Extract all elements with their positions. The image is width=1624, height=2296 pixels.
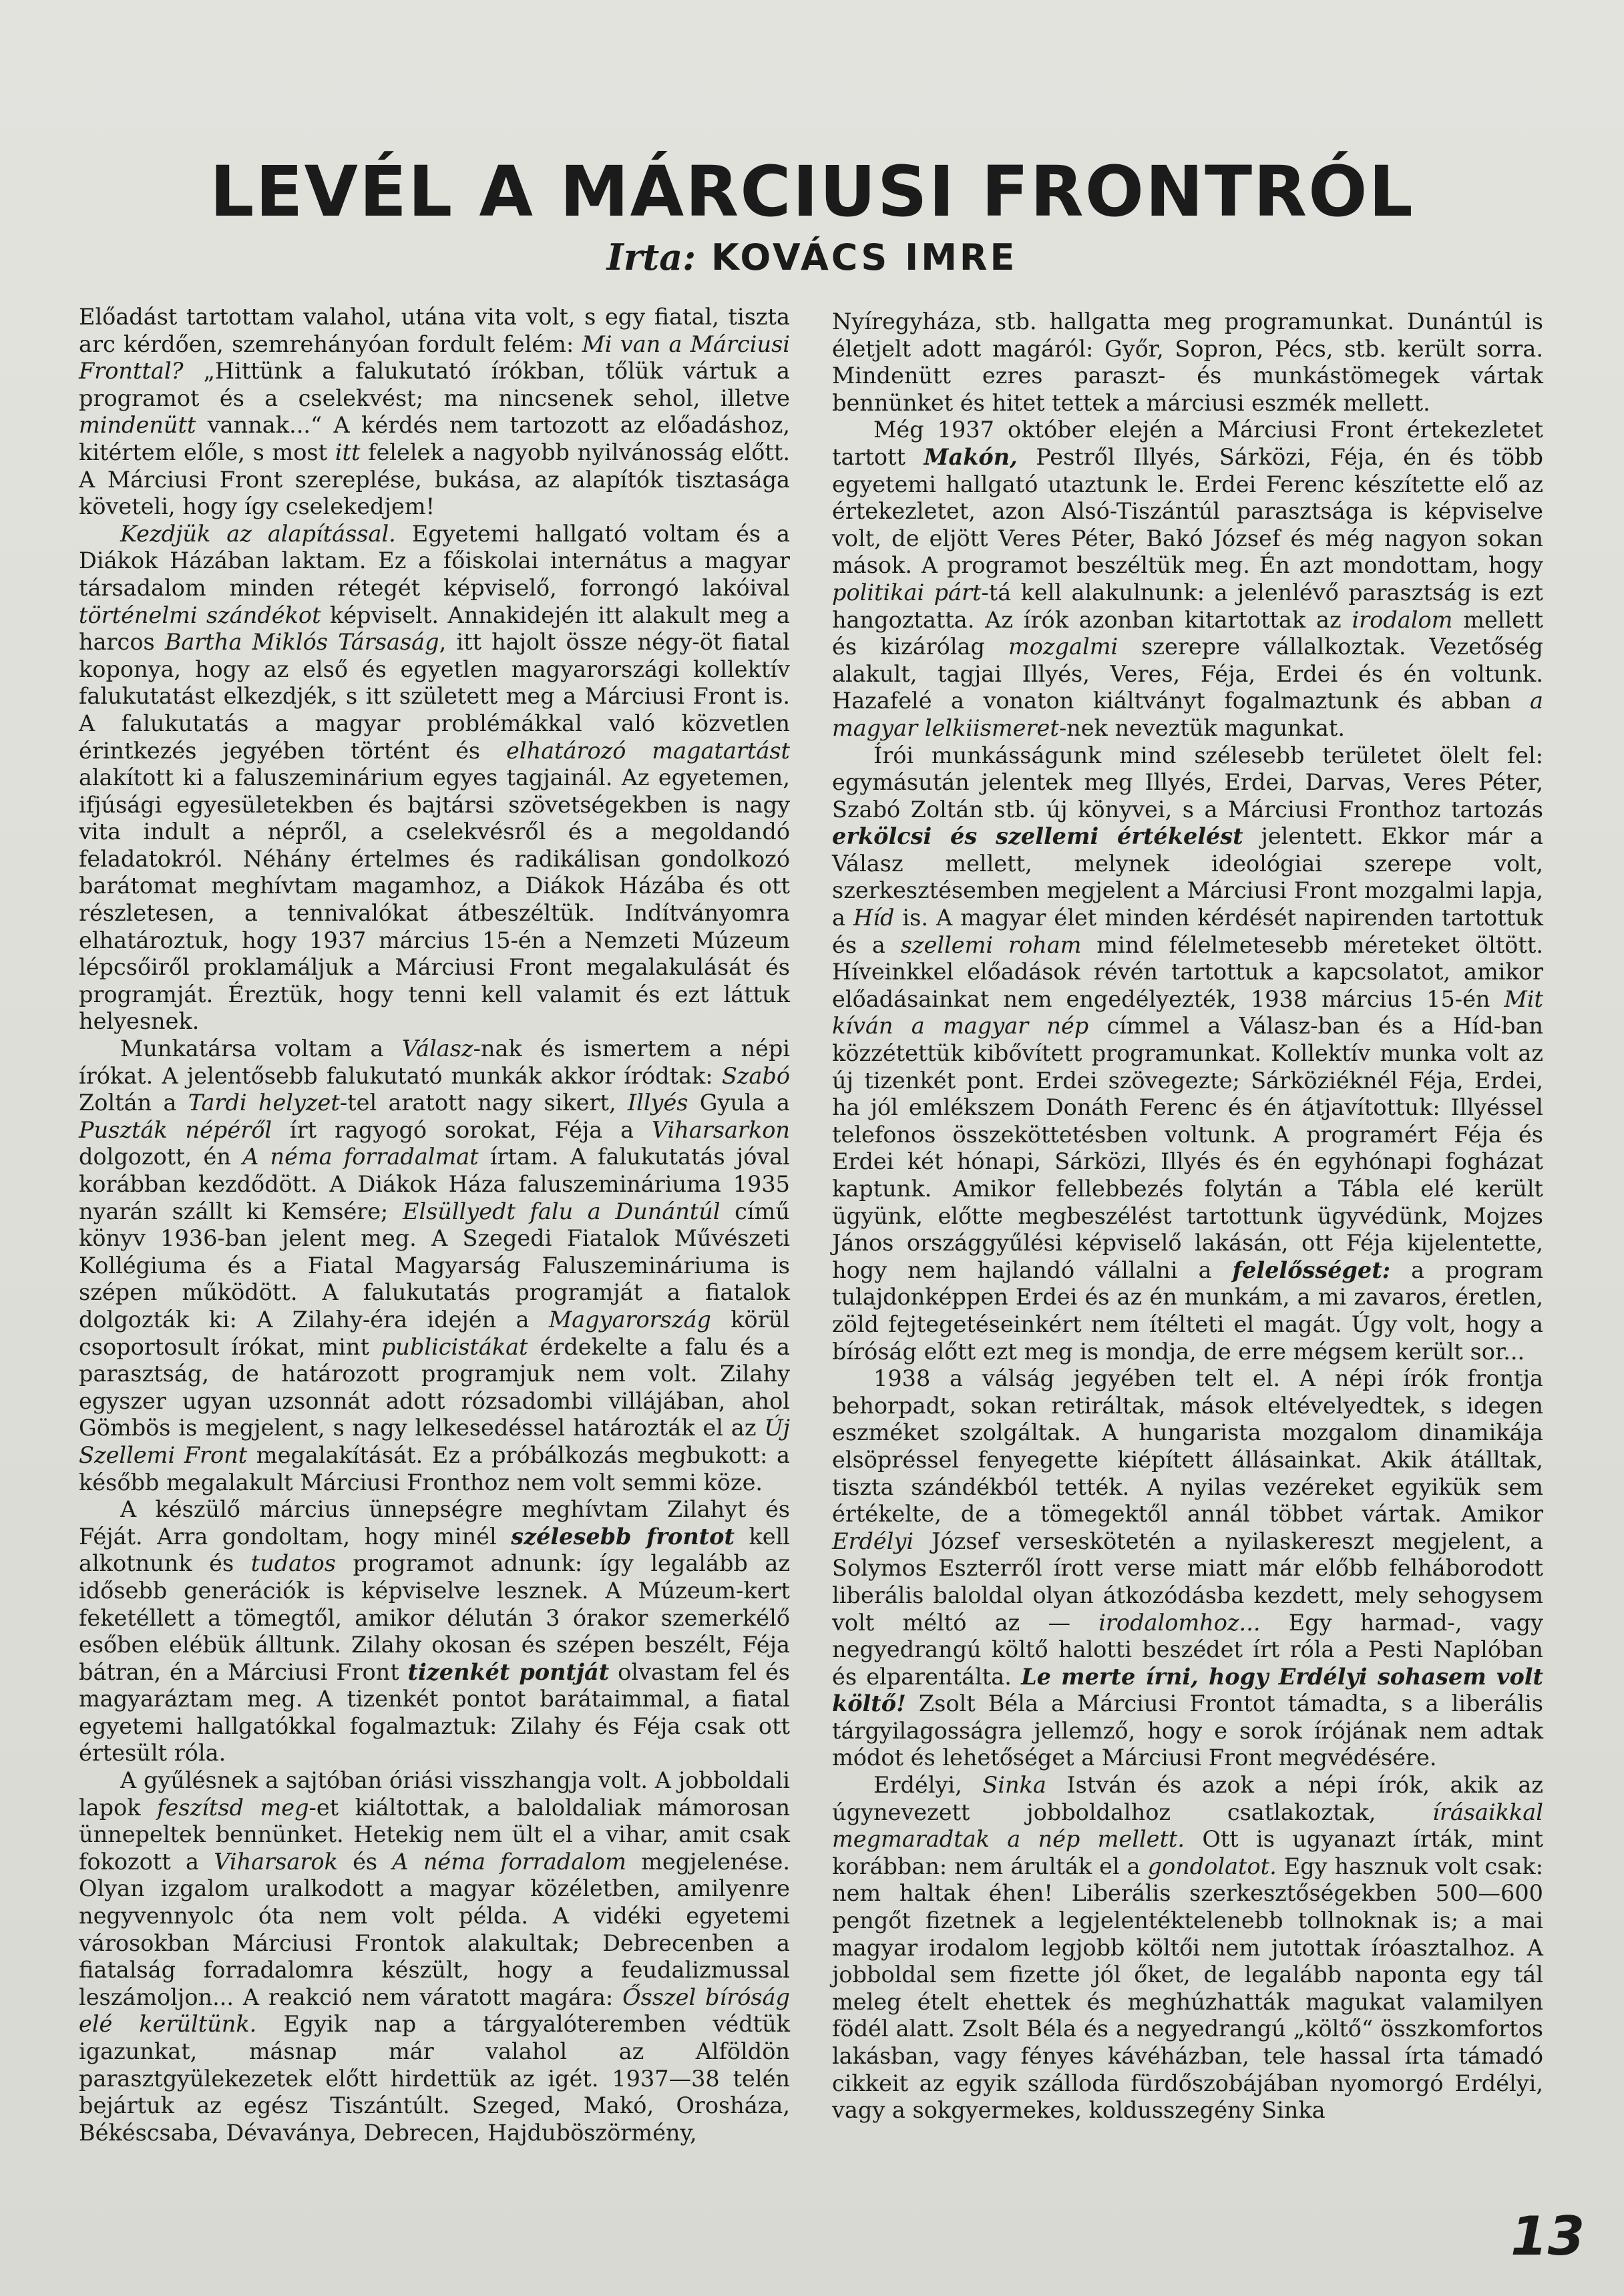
- byline: [0, 236, 1624, 278]
- paragraph: Erdélyi, Sinka István és azok a népi írók, akik az úgynevezett jobboldalhoz csatlakoztak, írásaikkal megmaradtak a nép mellett. Ott is ugyanazt írták, mint korábban: nem árulták el a gondolatot. Egy hasznuk volt csak: nem haltak éhen! Liberális szerkesztőségekben 500—600 pengőt fizetnek a legjelentéktelenebb tollnoknak is; a mai magyar irodalom legjobb költői nem jutottak íróasztalhoz. A jobboldal sem fizette jól őket, de legalább naponta egy tál meleg ételt ehettek és meghúzhatták magukat valamilyen födél alatt. Zsolt Béla és a negyedrangú „költő“ összkomfortos lakásban, vagy fényes kávéházban, tele hassal írta támadó cikkeit az egyik szálloda fürdőszobájában nyomorgó Erdélyi, vagy a sokgyermekes, koldusszegény Sinka: [832, 1772, 1543, 2124]
- author-name: KOVÁCS IMRE: [710, 236, 1018, 278]
- paragraph: A készülő március ünnepségre meghívtam Zilahyt és Féját. Arra gondoltam, hogy minél szélesebb frontot kell alkotnunk és tudatos programot adnunk: így legalább az idősebb generációk is képviselve lesznek. A Múzeum-kert feketéllett a tömegtől, amikor délután 3 órakor szemerkélő esőben elébük álltunk. Zilahy okosan és szépen beszélt, Féja bátran, én a Márciusi Front tizenkét pontját olvastam fel és magyaráztam meg. A tizenkét pontot barátaimmal, a fiatal egyetemi hallgatókkal fogalmaztuk: Zilahy és Féja csak ott értesült róla.: [79, 1496, 791, 1767]
- left-column: [79, 304, 790, 2146]
- paragraph: Kezdjük az alapítással. Egyetemi hallgató voltam és a Diákok Házában laktam. Ez a főiskolai internátus a magyar társadalom minden rétegét képviselő, forrongó lakóival történelmi szándékot képviselt. Annakidején itt alakult meg a harcos Bartha Miklós Társaság, itt hajolt össze négy-öt fiatal koponya, hogy az első és egyetlen magyarországi kollektív falukutatást elkezdjék, s itt született meg a Márciusi Front is. A falukutatás a magyar problémákkal való közvetlen érintkezés jegyében történt és elhatározó magatartást alakított ki a faluszeminárium egyes tagjainál. Az egyetemen, ifjúsági egyesületekben és bajtársi szövetségekben is nagy vita indult a népről, a cselekvésről és a megoldandó feladatokról. Néhány értelmes és radikálisan gondolkozó barátomat meghívtam magamhoz, a Diákok Házába és ott részletesen, a tennivalókat átbeszéltük. Indítványomra elhatároztuk, hogy 1937 március 15-én a Nemzeti Múzeum lépcsőiről proklamáljuk a Márciusi Front megalakulását és programját. Éreztük, hogy tenni kell valamit és ezt láttuk helyesnek.: [79, 520, 791, 1035]
- right-column: [832, 308, 1543, 2124]
- paragraph: Előadást tartottam valahol, utána vita volt, s egy fiatal, tiszta arc kérdően, szemrehányóan fordult felém: Mi van a Márciusi Fronttal? „Hittünk a falukutató írókban, tőlük vártuk a programot és a cselekvést; ma nincsenek sehol, illetve mindenütt vannak...“ A kérdés nem tartozott az előadáshoz, kitértem előle, s most itt felelek a nagyobb nyilvánosság előtt. A Márciusi Front szereplése, bukása, az alapítók tisztasága követeli, hogy így cselekedjem!: [79, 304, 791, 520]
- paragraph: Munkatársa voltam a Válasz-nak és ismertem a népi írókat. A jelentősebb falukutató munkák akkor íródtak: Szabó Zoltán a Tardi helyzet-tel aratott nagy sikert, Illyés Gyula a Puszták népéről írt ragyogó sorokat, Féja a Viharsarkon dolgozott, én A néma forradalmat írtam. A falukutatás jóval korábban kezdődött. A Diákok Háza faluszemináriuma 1935 nyarán szállt ki Kemsére; Elsüllyedt falu a Dunántúl című könyv 1936-ban jelent meg. A Szegedi Fiatalok Művészeti Kollégiuma és a Fiatal Magyarság Faluszemináriuma is szépen működött. A falukutatás programját a fiatalok dolgozták ki: A Zilahy-éra idején a Magyarország körül csoportosult írókat, mint publicistákat érdekelte a falu és a parasztság, de határozott programjuk nem volt. Zilahy egyszer ugyan uzsonnát adott rózsadombi villájában, ahol Gömbös is megjelent, s nagy lelkesedéssel határozták el az Új Szellemi Front megalakítását. Ez a próbálkozás megbukott: a később megalakult Márciusi Fronthoz nem volt semmi köze.: [79, 1036, 791, 1496]
- paragraph: Még 1937 október elején a Márciusi Front értekezletet tartott Makón, Pestről Illyés, Sárközi, Féja, én és több egyetemi hallgató utaztunk le. Erdei Ferenc készítette elő az értekezletet, azon Alsó-Tiszántúl parasztsága is képviselve volt, de eljött Veres Péter, Bakó József és még nagyon sokan mások. A programot beszéltük meg. Én azt mondottam, hogy politikai párt-tá kell alakulnunk: a jelenlévő parasztság is ezt hangoztatta. Az írók azonban kitartottak az irodalom mellett és kizárólag mozgalmi szerepre vállalkoztak. Vezetőség alakult, tagjai Illyés, Veres, Féja, Erdei és én voltunk. Hazafelé a vonaton kiáltványt fogalmaztunk és abban a magyar lelkiismeret-nek neveztük magunkat.: [832, 417, 1544, 741]
- paragraph: A gyűlésnek a sajtóban óriási visszhangja volt. A jobboldali lapok feszítsd meg-et kiáltottak, a baloldaliak mámorosan ünnepeltek bennünket. Hetekig nem ült el a vihar, amit csak fokozott a Viharsarok és A néma forradalom megjelenése. Olyan izgalom uralkodott a magyar közéletben, amilyenre negyvennyolc óta nem volt példa. A vidéki egyetemi városokban Márciusi Frontok alakultak; Debrecenben a fiatalság forradalomra készült, hogy a feudalizmussal leszámoljon... A reakció nem váratott magára: Ősszel bíróság elé kerültünk. Egyik nap a tárgyalóteremben védtük igazunkat, másnap már valahol az Alföldön parasztgyülekezetek előtt hirdettük az igét. 1937—38 telén bejártuk az egész Tiszántúlt. Szeged, Makó, Orosháza, Békéscsaba, Dévaványa, Debrecen, Hajduböszörmény,: [79, 1767, 791, 2146]
- page-number: 13: [1510, 2205, 1585, 2267]
- paragraph: Írói munkásságunk mind szélesebb területet ölelt fel: egymásután jelentek meg Illyés, Erdei, Darvas, Veres Péter, Szabó Zoltán stb. új könyvei, s a Márciusi Fronthoz tartozás erkölcsi és szellemi értékelést jelentett. Ekkor már a Válasz mellett, melynek ideológiai szerepe volt, szerkesztésemben megjelent a Márciusi Front mozgalmi lapja, a Híd is. A magyar élet minden kérdését napirenden tartottuk és a szellemi roham mind félelmetesebb méreteket öltött. Híveinkkel előadások révén tartottuk a kapcsolatot, amikor előadásainkat nem engedélyezték, 1938 március 15-én Mit kíván a magyar nép címmel a Válasz-ban és a Híd-ban közzétettük kibővített programunkat. Kollektív munka volt az új tizenkét pont. Erdei szövegezte; Sárköziéknél Féja, Erdei, ha jól emlékszem Donáth Ferenc és én átjavítottuk: Illyéssel telefonos összeköttetésben voltunk. A programért Féja és Erdei két hónapi, Sárközi, Illyés és én egyhónapi fogházat kaptunk. Amikor fellebbezés folytán a Tábla elé került ügyünk, előtte megbeszélést tartottunk ügyvédünk, Mojzes János országgyűlési képviselő lakásán, ott Féja kijelentette, hogy nem hajlandó vállalni a felelősséget: a program tulajdonképpen Erdei és az én munkám, a mi zavaros, éretlen, zöld fejtegetéseinkért nem ítélteti el magát. Úgy volt, hogy a bíróság előtt ezt meg is mondja, de erre mégsem került sor...: [832, 742, 1544, 1365]
- paragraph: 1938 a válság jegyében telt el. A népi írók frontja behorpadt, sokan retiráltak, mások eltévelyedtek, s idegen eszméket szolgáltak. A hungarista mozgalom dinamikája elsöpréssel fenyegette kiépített állásainkat. Akik átálltak, tiszta szándékból tették. A nyilas vezéreket egyikük sem értékelte, de a tömegektől annál többet vártak. Amikor Erdélyi József verseskötetén a nyilaskereszt megjelent, a Solymos Eszterről írott verse miatt már előbb felháborodott liberális baloldal olyan átkozódásba kezdett, mely sehogysem volt méltó az — irodalomhoz... Egy harmad-, vagy negyedrangú költő halotti beszédet írt róla a Pesti Naplóban és elparentálta. Le merte írni, hogy Erdélyi sohasem volt költő! Zsolt Béla a Márciusi Frontot támadta, s a liberális tárgyilagosságra jellemző, hogy e sorok írójának nem adtak módot és lehetőséget a Márciusi Front megvédésére.: [832, 1365, 1543, 1771]
- byline-label: Irta:: [606, 236, 696, 278]
- paragraph: Nyíregyháza, stb. hallgatta meg programunkat. Dunántúl is életjelt adott magáról: Győr, Sopron, Pécs, stb. került sorra. Mindenütt ezres paraszt- és munkástömegek vártak bennünket és hitet tettek a márciusi eszmék mellett.: [832, 308, 1543, 416]
- article-title: LEVÉL A MÁRCIUSI FRONTRÓL: [210, 151, 1414, 232]
